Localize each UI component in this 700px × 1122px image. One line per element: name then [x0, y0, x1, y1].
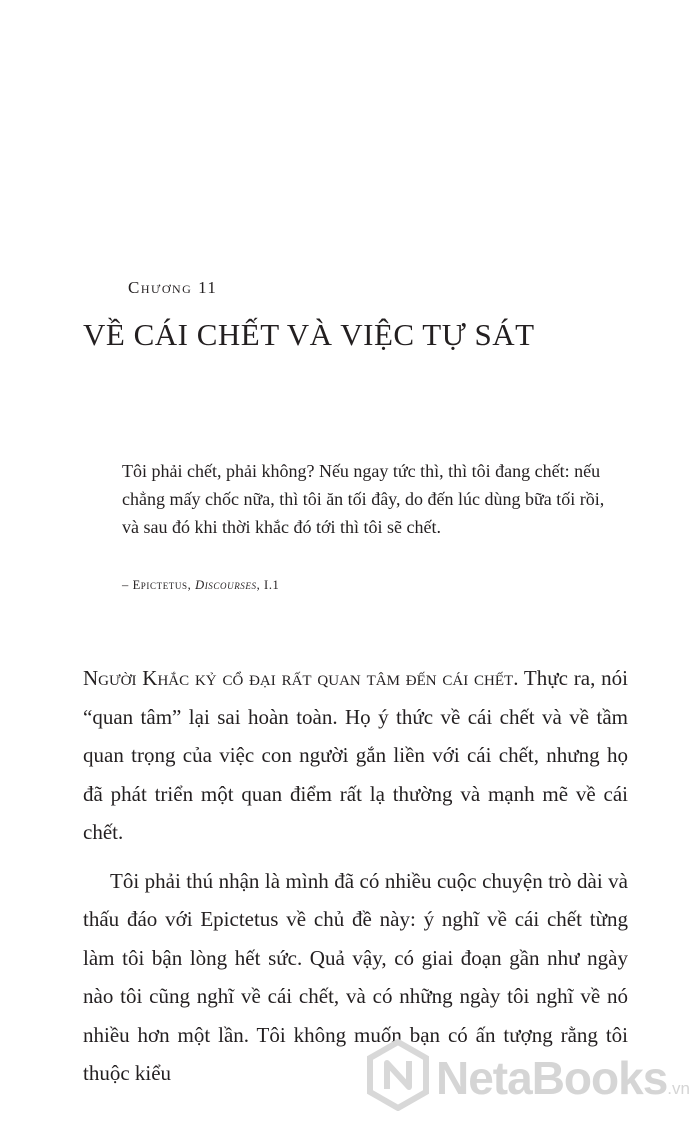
attribution-work: Discourses — [195, 578, 257, 592]
body-text — [83, 659, 628, 1093]
watermark-tld: .vn — [667, 1079, 690, 1098]
epigraph-attribution — [122, 578, 279, 593]
paragraph-2: Tôi phải thú nhận là mình đã có nhiều cuộc chuyện trò dài và thấu đáo với Epictetus về chủ đề này: ý nghĩ về cái chết từng làm tôi bận lòng hết sức. Quả vậy, có giai đoạn gần như ngày nào tôi cũng nghĩ về cái chết, và có những ngày tôi nghĩ về nó nhiều hơn một lần. Tôi không muốn bạn có ấn tượng rằng tôi thuộc kiểu — [83, 868, 628, 1085]
attribution-author: – Epictetus, — [122, 578, 196, 592]
watermark-brand-name: NetaBooks — [436, 1052, 668, 1104]
paragraph-lead-in: Người Khắc kỷ cổ đại rất quan tâm đến cái chết. — [83, 666, 519, 690]
paragraph-1-rest: Thực ra, nói “quan tâm” lại sai hoàn toàn. Họ ý thức về cái chết và về tầm quan trọng của việc con người gắn liền với cái chết, nhưng họ đã phát triển một quan điểm rất lạ thường và mạnh mẽ về cái chết. — [83, 666, 628, 844]
chapter-label: Chương 11 — [128, 278, 218, 297]
epigraph-text: Tôi phải chết, phải không? Nếu ngay tức thì, thì tôi đang chết: nếu chẳng mấy chốc nữa, thì tôi ăn tối đây, do đến lúc dùng bữa tối rồi, và sau đó khi thời khắc đó tới thì tôi sẽ chết. — [122, 461, 605, 537]
chapter-title: VỀ CÁI CHẾT VÀ VIỆC TỰ SÁT — [83, 317, 535, 352]
attribution-reference: , I.1 — [256, 578, 280, 592]
paragraph-1 — [83, 659, 628, 852]
